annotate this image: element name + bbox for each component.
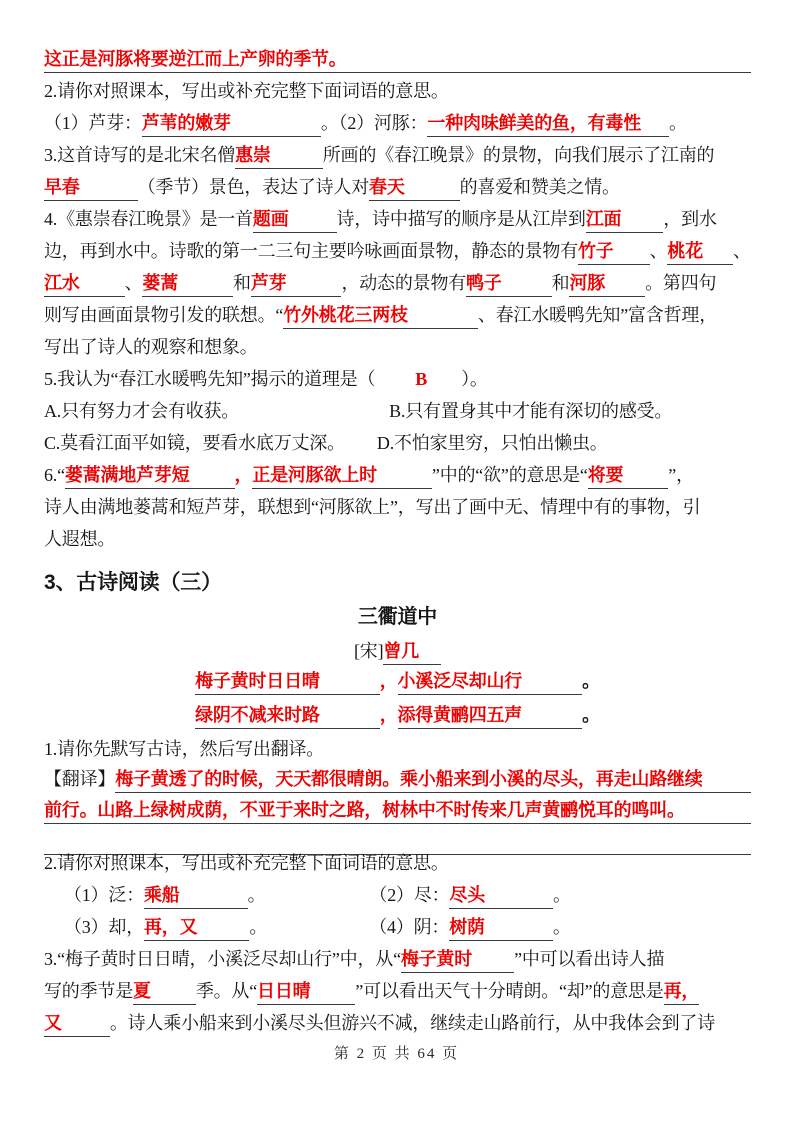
filled-answer: 梅子黄时	[401, 946, 514, 973]
static-text: 。	[553, 885, 571, 905]
static-text: 6.“	[44, 465, 65, 485]
filled-answer: 树荫	[449, 914, 553, 941]
filled-answer: 题画	[253, 206, 337, 233]
q2-prompt	[44, 78, 751, 110]
filled-answer: 将要	[588, 462, 669, 489]
q5-options-cd	[44, 430, 751, 462]
filled-answer: 尽头	[449, 882, 553, 909]
filled-answer: 日日晴	[257, 978, 355, 1005]
static-text: 。	[249, 917, 268, 937]
filled-answer: 早春	[44, 174, 138, 201]
static-text: 2.请你对照课本，写出或补充完整下面词语的意思。	[44, 81, 449, 101]
filled-answer: 正是河豚欲上时	[252, 462, 432, 489]
page-footer	[0, 1042, 793, 1063]
static-text: 。	[669, 113, 687, 133]
empty-answer-line	[44, 828, 751, 844]
translation-line-1	[44, 766, 751, 797]
filled-answer: B	[415, 369, 428, 389]
static-text: A.只有努力才会有收获。	[44, 401, 240, 421]
static-text: 。	[582, 671, 600, 691]
static-text: C.莫看江面平如镜，要看水底万丈深。	[44, 433, 345, 453]
q6-line-2	[44, 494, 751, 526]
filled-answer: 惠崇	[235, 142, 323, 169]
filled-answer: 江水	[44, 270, 125, 297]
static-text: 3.这首诗写的是北宋名僧	[44, 145, 236, 165]
q2-word-meanings	[44, 110, 751, 142]
filled-answer: 芦苇的嫩芽	[142, 110, 321, 137]
static-text: D.不怕家里穷，只怕出懒虫。	[376, 433, 608, 453]
answer-blank-line	[685, 797, 751, 824]
filled-answer: 梅子黄透了的时候，天天都很晴朗。乘小船来到小溪的尽头，再走山路继续	[115, 766, 702, 793]
filled-answer: 一种肉味鲜美的鱼，有毒性	[427, 110, 669, 137]
static-text: ”中可以看出诗人描	[514, 949, 665, 969]
answer-blank-line	[347, 46, 751, 73]
q3b-line-1	[44, 946, 751, 978]
filled-answer: 江面	[586, 206, 664, 233]
static-text: 4.《惠崇春江晚景》是一首	[44, 209, 253, 229]
q6-line-3	[44, 526, 751, 558]
filled-answer: 河豚	[569, 270, 645, 297]
q2b-items-3-4	[44, 914, 751, 946]
poem-line-1	[44, 668, 751, 702]
static-text: （4）阴：	[369, 917, 450, 937]
section-heading	[44, 570, 751, 604]
static-text: 写出了诗人的观察和想象。	[44, 337, 258, 357]
static-text: 。第四句	[645, 273, 717, 293]
poem-line-2	[44, 702, 751, 736]
q5-prompt	[44, 366, 751, 398]
static-text: 。（2）河豚：	[320, 113, 428, 133]
q6-line-1	[44, 462, 751, 494]
static-text: 所画的《春江晚景》的景物，向我们展示了江南的	[322, 145, 715, 165]
static-text: 3.“梅子黄时日日晴，小溪泛尽却山行”中，从“	[44, 949, 401, 969]
filled-answer: 春天	[369, 174, 460, 201]
filled-answer: 添得黄鹂四五声	[398, 702, 583, 729]
static-text: ，动态的景物有	[341, 273, 467, 293]
q4-line-4	[44, 302, 751, 334]
static-text: ”，	[668, 465, 694, 485]
static-text: 和	[233, 273, 251, 293]
q4-line-5	[44, 334, 751, 366]
filled-answer: 鸭子	[466, 270, 552, 297]
spacer	[265, 882, 369, 908]
static-text: 1.请你先默写古诗，然后写出翻译。	[44, 739, 325, 759]
static-text: ，到水	[663, 209, 717, 229]
heading-text: 三衢道中	[357, 606, 438, 628]
q4-line-2	[44, 238, 751, 270]
static-text: 。	[582, 705, 600, 725]
spacer	[239, 398, 389, 424]
static-text: 写的季节是	[44, 981, 133, 1001]
q4-line-1	[44, 206, 751, 238]
filled-answer: 芦芽	[251, 270, 342, 297]
static-text: （1）芦芽：	[44, 113, 142, 133]
static-text: 诗，诗中描写的顺序是从江岸到	[336, 209, 586, 229]
q3b-line-3	[44, 1010, 751, 1042]
static-text: 、	[649, 241, 668, 261]
spacer	[267, 914, 369, 940]
filled-answer: 这正是河豚将要逆江而上产卵的季节。	[44, 46, 347, 73]
filled-answer: 竹外桃花三两枝	[283, 302, 478, 329]
translation-line-2	[44, 797, 751, 828]
spacer	[427, 366, 461, 392]
static-text: ”中的“欲”的意思是“	[431, 465, 588, 485]
filled-answer: 桃花	[667, 238, 733, 265]
filled-answer: 竹子	[578, 238, 650, 265]
q2b-items-1-2	[44, 882, 751, 914]
filled-answer: 乘船	[144, 882, 248, 909]
filled-answer: 再，又	[144, 914, 249, 941]
static-text: 、	[124, 273, 143, 293]
static-text: 。诗人乘小船来到小溪尽头但游兴不减，继续走山路前行，从中我体会到了诗	[109, 1013, 716, 1033]
filled-answer: ，	[379, 705, 398, 725]
filled-answer: 前行。山路上绿树成荫，不亚于来时之路，树林中不时传来几声黄鹂悦耳的鸣叫。	[44, 797, 685, 824]
filled-answer: ，	[234, 465, 253, 485]
static-text: 【翻译】	[44, 769, 116, 789]
static-text: 和	[551, 273, 570, 293]
static-text: 季。从“	[195, 981, 258, 1001]
poem-title	[44, 604, 751, 638]
q3b-line-2	[44, 978, 751, 1010]
q1-prompt	[44, 736, 751, 766]
poem-author	[44, 638, 751, 668]
static-text: （2）尽：	[369, 885, 450, 905]
carryover-answer-line	[44, 46, 751, 78]
static-text: ）。	[461, 369, 488, 389]
static-text: 。	[552, 917, 571, 937]
filled-answer: 蒌蒿	[142, 270, 233, 297]
static-text: （1）泛：	[64, 885, 144, 905]
content-lines	[44, 46, 751, 1042]
heading-text: 3、古诗阅读（三）	[44, 571, 222, 594]
filled-answer: 绿阴不减来时路	[195, 702, 380, 729]
page-number-text: 第 2 页 共 64 页	[333, 1046, 460, 1062]
filled-answer: 又	[44, 1010, 110, 1037]
spacer	[44, 882, 64, 908]
q4-line-3	[44, 270, 751, 302]
static-text: 人遐想。	[44, 529, 116, 549]
static-text: （3）却，	[64, 917, 144, 937]
spacer	[44, 914, 64, 940]
static-text: [宋]	[354, 641, 384, 661]
static-text: 。	[247, 885, 266, 905]
static-text: B.只有置身其中才能有深切的感受。	[389, 401, 673, 421]
static-text: 、	[733, 241, 751, 261]
spacer	[375, 366, 415, 392]
static-text: 边，再到水中。诗歌的第一二三句主要吟咏画面景物，静态的景物有	[44, 241, 578, 261]
q5-options-ab	[44, 398, 751, 430]
static-text: 、春江水暖鸭先知”富含哲理，	[477, 305, 718, 325]
q3-line-2	[44, 174, 751, 206]
static-text: 2.请你对照课本，写出或补充完整下面词语的意思。	[44, 853, 449, 873]
filled-answer: 曾几	[383, 638, 441, 665]
static-text: 的喜爱和赞美之情。	[459, 177, 620, 197]
filled-answer: 小溪泛尽却山行	[398, 668, 583, 695]
static-text: 诗人由满地蒌蒿和短芦芽，联想到“河豚欲上”，写出了画中无、情理中有的事物，引	[44, 497, 701, 517]
filled-answer: 夏	[133, 978, 196, 1005]
static-text: 则写由画面景物引发的联想。“	[44, 305, 284, 325]
answer-blank-line	[703, 766, 751, 793]
filled-answer: ，	[379, 671, 398, 691]
filled-answer: 再，	[664, 978, 700, 1005]
static-text: （季节）景色，表达了诗人对	[137, 177, 370, 197]
spacer	[345, 430, 377, 456]
filled-answer: 梅子黄时日日晴	[195, 668, 380, 695]
static-text: 5.我认为“春江水暖鸭先知”揭示的道理是（	[44, 369, 376, 389]
static-text: ”可以看出天气十分晴朗。“却”的意思是	[355, 981, 664, 1001]
q3-line-1	[44, 142, 751, 174]
filled-answer: 蒌蒿满地芦芽短	[65, 462, 235, 489]
